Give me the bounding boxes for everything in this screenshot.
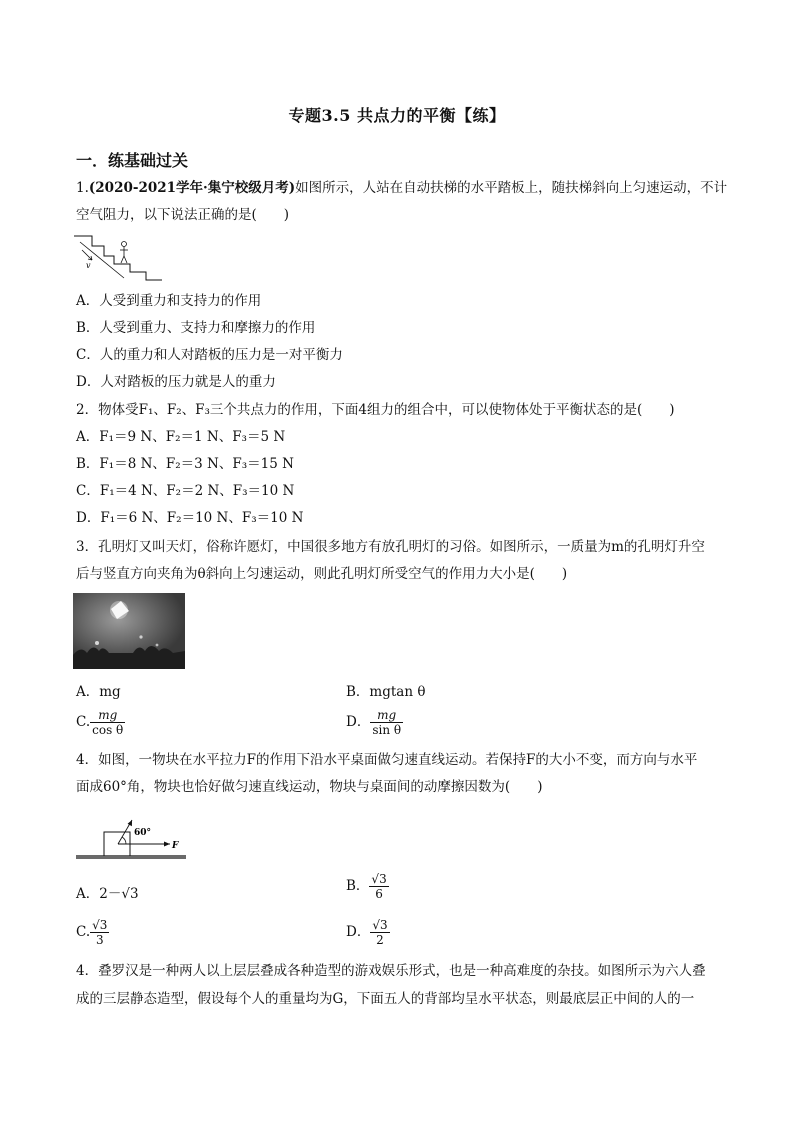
q2-stem: 2．物体受F₁、F₂、F₃三个共点力的作用，下面4组力的组合中，可以使物体处于平衡状态的是( ) [76, 402, 675, 418]
q4a-option-d-denominator: 2 [376, 933, 384, 947]
q4a-option-c-denominator: 3 [95, 933, 104, 947]
q1-option-d: D．人对踏板的压力就是人的重力 [76, 374, 276, 390]
q3-option-b: B．mgtan θ [346, 684, 426, 700]
q3-option-c [76, 708, 125, 737]
q1-option-c: C．人的重力和人对踏板的压力是一对平衡力 [76, 347, 343, 363]
q4a-option-a: A．2－√3 [76, 886, 139, 902]
q4a-option-d-fraction [370, 918, 389, 947]
q4a-option-b [346, 872, 389, 901]
q4a-option-d-numerator: √3 [372, 918, 388, 932]
q3-option-c-label: C. [76, 714, 91, 730]
q1-option-a: A．人受到重力和支持力的作用 [76, 293, 262, 309]
q4b-stem-line1: 4．叠罗汉是一种两人以上层层叠成各种造型的游戏娱乐形式，也是一种高难度的杂技。如图所示为六人叠 [76, 963, 706, 979]
q4a-option-c [76, 918, 109, 947]
q3-option-a: A．mg [76, 684, 121, 700]
q4a-stem-line2: 面成60°角，物块也恰好做匀速直线运动，物块与桌面间的动摩擦因数为( ) [76, 779, 543, 795]
q4a-option-b-label: B． [346, 878, 370, 894]
q4a-stem-line1: 4．如图，一物块在水平拉力F的作用下沿水平桌面做匀速直线运动。若保持F的大小不变，而方向与水平 [76, 752, 698, 768]
angle-label: 60° [134, 828, 152, 838]
q3-stem-line1: 3．孔明灯又叫天灯，俗称许愿灯，中国很多地方有放孔明灯的习俗。如图所示，一质量为m的孔明灯升空 [76, 539, 705, 555]
q3-option-d [346, 708, 403, 737]
page-title: 专题3.5 共点力的平衡【练】 [288, 106, 506, 125]
block-force-figure [74, 808, 190, 862]
q1-stem-line2: 空气阻力，以下说法正确的是( ) [76, 207, 290, 223]
q1-stem-line1 [76, 179, 727, 197]
q1-stem-text: 如图所示，人站在自动扶梯的水平踏板上，随扶梯斜向上匀速运动，不计 [295, 180, 728, 196]
q4a-option-b-fraction [369, 872, 388, 901]
q3-option-c-numerator: mg [90, 708, 125, 723]
sky-lantern-photo [73, 593, 185, 669]
q4a-option-b-denominator: 6 [375, 887, 383, 901]
q2-option-b: B．F₁＝8 N、F₂＝3 N、F₃＝15 N [76, 456, 294, 472]
q3-option-c-denominator: cos θ [92, 723, 124, 737]
q4a-option-c-fraction [90, 918, 109, 947]
q4a-option-c-numerator: √3 [92, 918, 108, 932]
q3-option-d-numerator: mg [370, 708, 403, 723]
q4a-option-b-numerator: √3 [371, 872, 387, 886]
q1-source: (2020-2021学年·集宁校级月考) [88, 180, 296, 196]
q4a-option-c-label: C. [76, 924, 91, 940]
q1-number: 1. [76, 180, 89, 196]
q2-option-a: A．F₁＝9 N、F₂＝1 N、F₃＝5 N [76, 429, 286, 445]
force-label: F [172, 841, 179, 851]
q4b-stem-line2: 成的三层静态造型，假设每个人的重量均为G，下面五人的背部均呈水平状态，则最底层正中间的人的一 [76, 991, 695, 1007]
q4a-option-d [346, 918, 390, 947]
q3-option-c-fraction [90, 708, 125, 737]
q3-option-d-denominator: sin θ [372, 723, 402, 737]
q4a-option-d-label: D． [346, 924, 371, 940]
q3-stem-line2: 后与竖直方向夹角为θ斜向上匀速运动，则此孔明灯所受空气的作用力大小是( ) [76, 566, 568, 582]
q3-option-d-fraction [370, 708, 403, 737]
q2-option-d: D．F₁＝6 N、F₂＝10 N、F₃＝10 N [76, 510, 304, 526]
section-heading: 一．练基础过关 [76, 151, 189, 170]
escalator-figure [74, 232, 164, 284]
q2-option-c: C．F₁＝4 N、F₂＝2 N、F₃＝10 N [76, 483, 295, 499]
q3-option-d-label: D． [346, 714, 371, 730]
q1-option-b: B．人受到重力、支持力和摩擦力的作用 [76, 320, 316, 336]
q1-velocity-label: v [86, 261, 91, 270]
